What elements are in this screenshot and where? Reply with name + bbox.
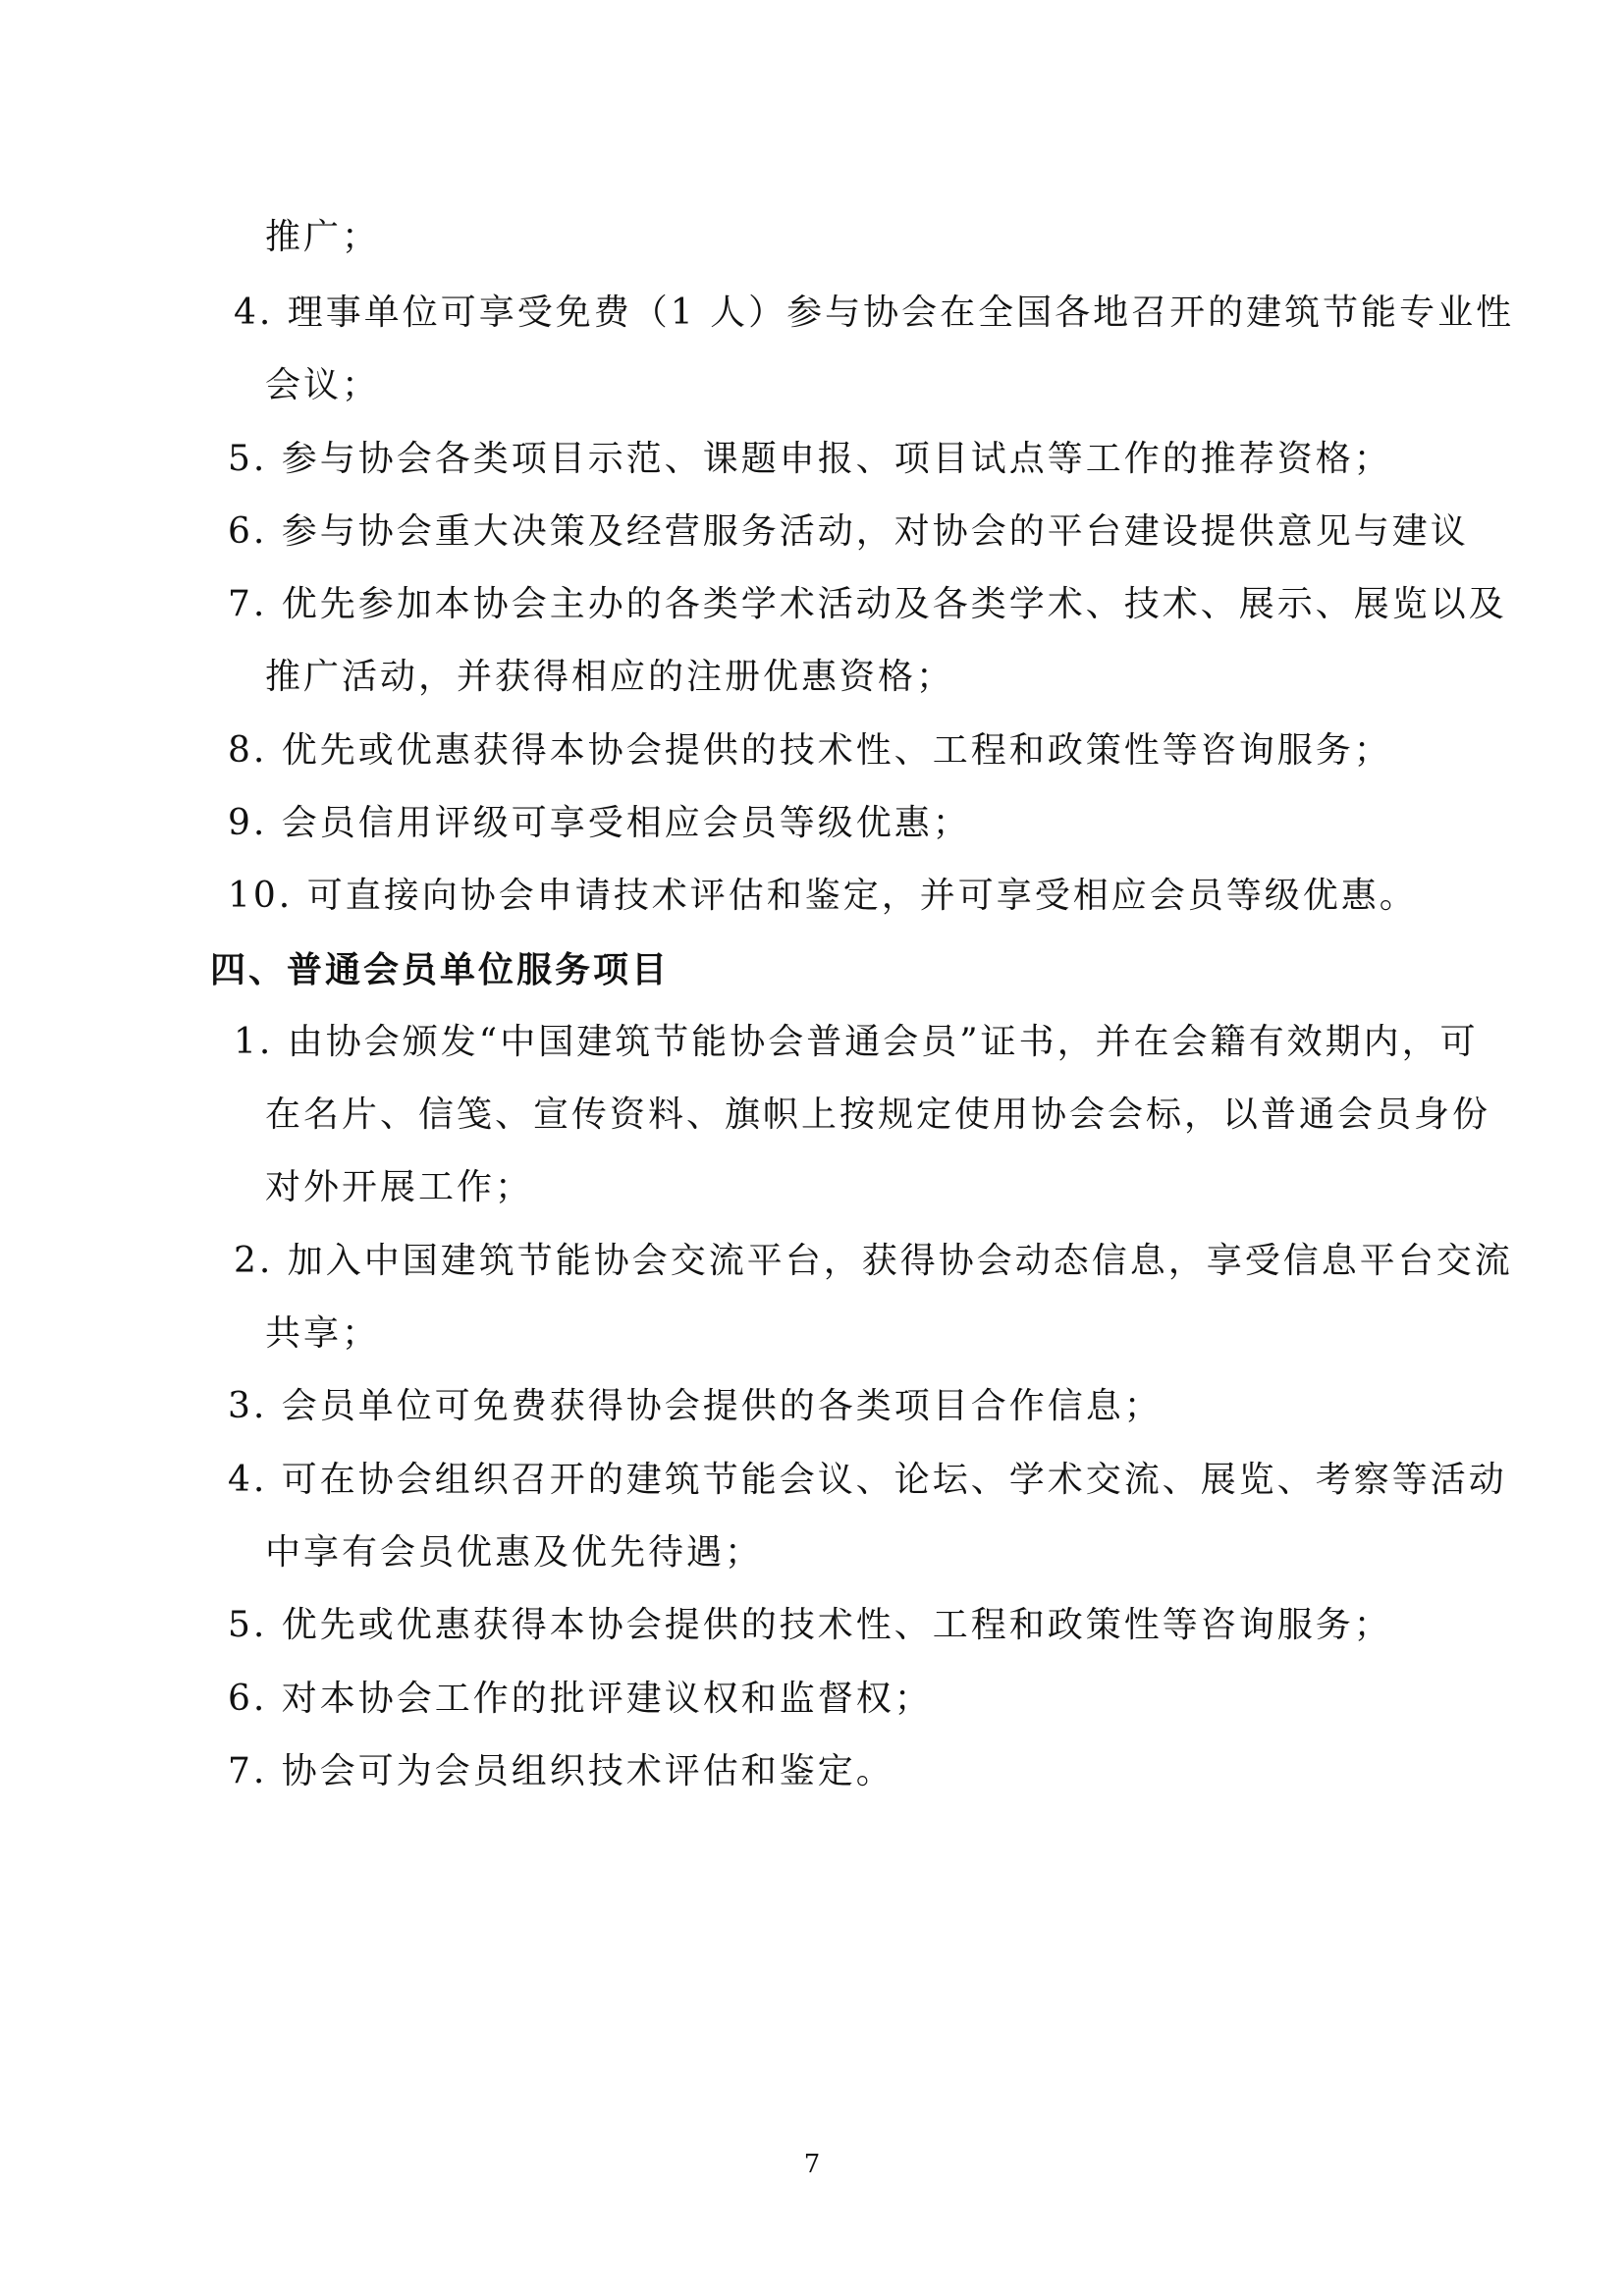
list-item-continuation: 会议； bbox=[265, 365, 381, 405]
page-number: 7 bbox=[803, 2150, 821, 2179]
list-item: 5. 参与协会各类项目示范、课题申报、项目试点等工作的推荐资格； bbox=[228, 439, 1392, 479]
list-item-continuation: 在名片、信笺、宣传资料、旗帜上按规定使用协会会标，以普通会员身份 bbox=[265, 1095, 1491, 1135]
list-item: 7. 协会可为会员组织技术评估和鉴定。 bbox=[228, 1751, 894, 1791]
list-item: 3. 会员单位可免费获得协会提供的各类项目合作信息； bbox=[228, 1386, 1163, 1426]
list-item: 8. 优先或优惠获得本协会提供的技术性、工程和政策性等咨询服务； bbox=[228, 730, 1392, 771]
list-item: 4. 理事单位可享受免费（1 人）参与协会在全国各地召开的建筑节能专业性 bbox=[234, 293, 1515, 333]
list-item: 10. 可直接向协会申请技术评估和鉴定，并可享受相应会员等级优惠。 bbox=[228, 876, 1418, 916]
list-item: 7. 优先参加本协会主办的各类学术活动及各类学术、技术、展示、展览以及 bbox=[228, 584, 1507, 624]
list-item: 4. 可在协会组织召开的建筑节能会议、论坛、学术交流、展览、考察等活动 bbox=[228, 1460, 1507, 1500]
list-item-continuation: 推广活动，并获得相应的注册优惠资格； bbox=[265, 657, 955, 697]
list-item-continuation: 推广； bbox=[265, 217, 381, 257]
list-item-continuation: 对外开展工作； bbox=[265, 1167, 534, 1207]
list-item: 5. 优先或优惠获得本协会提供的技术性、工程和政策性等咨询服务； bbox=[228, 1605, 1392, 1645]
list-item: 1. 由协会颁发“中国建筑节能协会普通会员”证书，并在会籍有效期内，可 bbox=[234, 1022, 1479, 1062]
list-item-continuation: 中享有会员优惠及优先待遇； bbox=[265, 1532, 764, 1573]
list-item: 6. 对本协会工作的批评建议权和监督权； bbox=[228, 1679, 933, 1719]
list-item: 2. 加入中国建筑节能协会交流平台，获得协会动态信息，享受信息平台交流 bbox=[234, 1241, 1513, 1281]
list-item: 9. 会员信用评级可享受相应会员等级优惠； bbox=[228, 803, 971, 843]
list-item-continuation: 共享； bbox=[265, 1313, 381, 1354]
section-heading: 四、普通会员单位服务项目 bbox=[210, 949, 671, 990]
list-item: 6. 参与协会重大决策及经营服务活动，对协会的平台建设提供意见与建议 bbox=[228, 511, 1469, 552]
